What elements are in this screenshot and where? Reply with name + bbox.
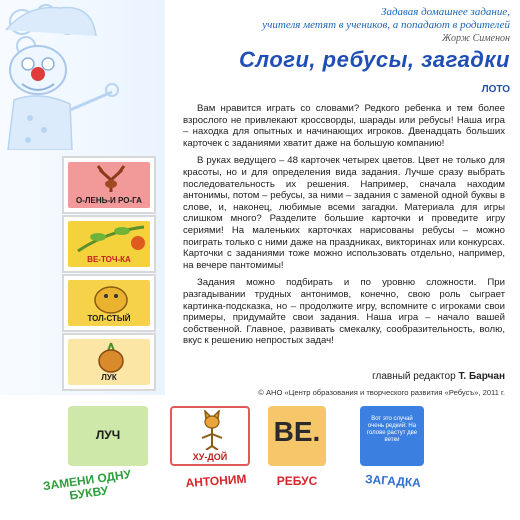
card-deer-label: О-ЛЕНЬ-И РО-ГА	[76, 196, 142, 205]
thin-cat-icon	[172, 410, 248, 450]
editor-line	[183, 371, 505, 382]
clown-illustration	[0, 0, 160, 150]
branch-icon	[68, 221, 154, 257]
deer-icon	[68, 162, 154, 198]
label-rebus: РЕБУС	[276, 474, 318, 488]
paragraph-1: Вам нравится играть со словами? Редкого ребенка и тем более взрослого не привлекают кроссворды, шарады или ребусы! Наша игра – находка для опытных и начинающих игроков. Двенадцать больших карточек с заданиями хватит даже на большую компанию!	[183, 103, 505, 149]
label-antonym: АНТОНИМ	[185, 471, 247, 491]
copyright: © АНО «Центр образования и творческого развития «Ребусъ», 2011 г.	[258, 388, 505, 397]
card-branch	[62, 215, 156, 273]
tile-riddle	[360, 406, 424, 466]
epigraph-line-1: Задавая домашнее задание,	[381, 6, 510, 18]
editor-name: Т. Барчан	[458, 371, 505, 382]
card-onion-label: ЛУК	[101, 373, 117, 382]
page-subtitle: ЛОТО	[481, 84, 510, 95]
tile-luch-label: ЛУЧ	[95, 428, 121, 442]
epigraph	[180, 6, 510, 45]
page-title: Слоги, ребусы, загадки	[239, 47, 510, 72]
paragraph-2: В руках ведущего – 48 карточек четырех цветов. Цвет не только для красоты, но и для определения вида задания. Лучше сразу выбрать последовательность их решения. Например, сначала находим антонимы, потом – ребусы, за ними – задания с заменой одной буквы в слове, и, наконец, любимые всеми загадки. Материала для игры слишком много? Разделите большие карточки и проведите игру сериями! На маленьких карточках нарисованы ребусы – можно поиграть только с ними даже на праздниках, викторинах или конкурсах. Карточки с заданиями тоже можно использовать отдельно, например, на вечере пантомимы!	[183, 155, 505, 271]
card-fat-label: ТОЛ-СТЫЙ	[87, 314, 131, 323]
card-branch-label: ВЕ-ТОЧ-КА	[87, 255, 131, 264]
tile-riddle-text: Вот это случай очень редкий: На голове растут две ветки	[366, 416, 418, 443]
onion-icon	[68, 339, 154, 375]
card-branch-bg	[68, 221, 150, 267]
label-riddle: ЗАГАДКА	[364, 472, 422, 490]
card-deer	[62, 156, 156, 214]
tile-khudoy-label: ХУ-ДОЙ	[192, 452, 228, 462]
tile-luch	[68, 406, 148, 466]
card-onion-bg	[68, 339, 150, 385]
editor-label: главный редактор	[372, 371, 456, 382]
card-fat-bg	[68, 280, 150, 326]
card-deer-bg	[68, 162, 150, 208]
card-fat	[62, 274, 156, 332]
tile-khudoy	[170, 406, 250, 466]
fat-character-icon	[68, 280, 154, 316]
description-text	[183, 103, 505, 353]
label-replace-letter: ЗАМЕНИ ОДНУ БУКВУ	[42, 466, 132, 503]
epigraph-author: Жорж Сименон	[442, 33, 510, 44]
tile-ve-label: ВЕ.	[273, 416, 321, 447]
epigraph-line-2: учителя метят в учеников, а попадают в родителей	[262, 19, 510, 31]
card-onion	[62, 333, 156, 391]
tile-ve	[268, 406, 326, 466]
paragraph-3: Задания можно подбирать и по уровню сложности. При разгадывании трудных антонимов, конечно, свою роль сыграет картинка-подсказка, но – продолжите игру, вспомните с игроками свои примеры, придумайте свои задания. Наша игра – начало вашей собственной. Главное, развивать смекалку, сообразительность, волю, вкус к решению непростых задач!	[183, 277, 505, 347]
